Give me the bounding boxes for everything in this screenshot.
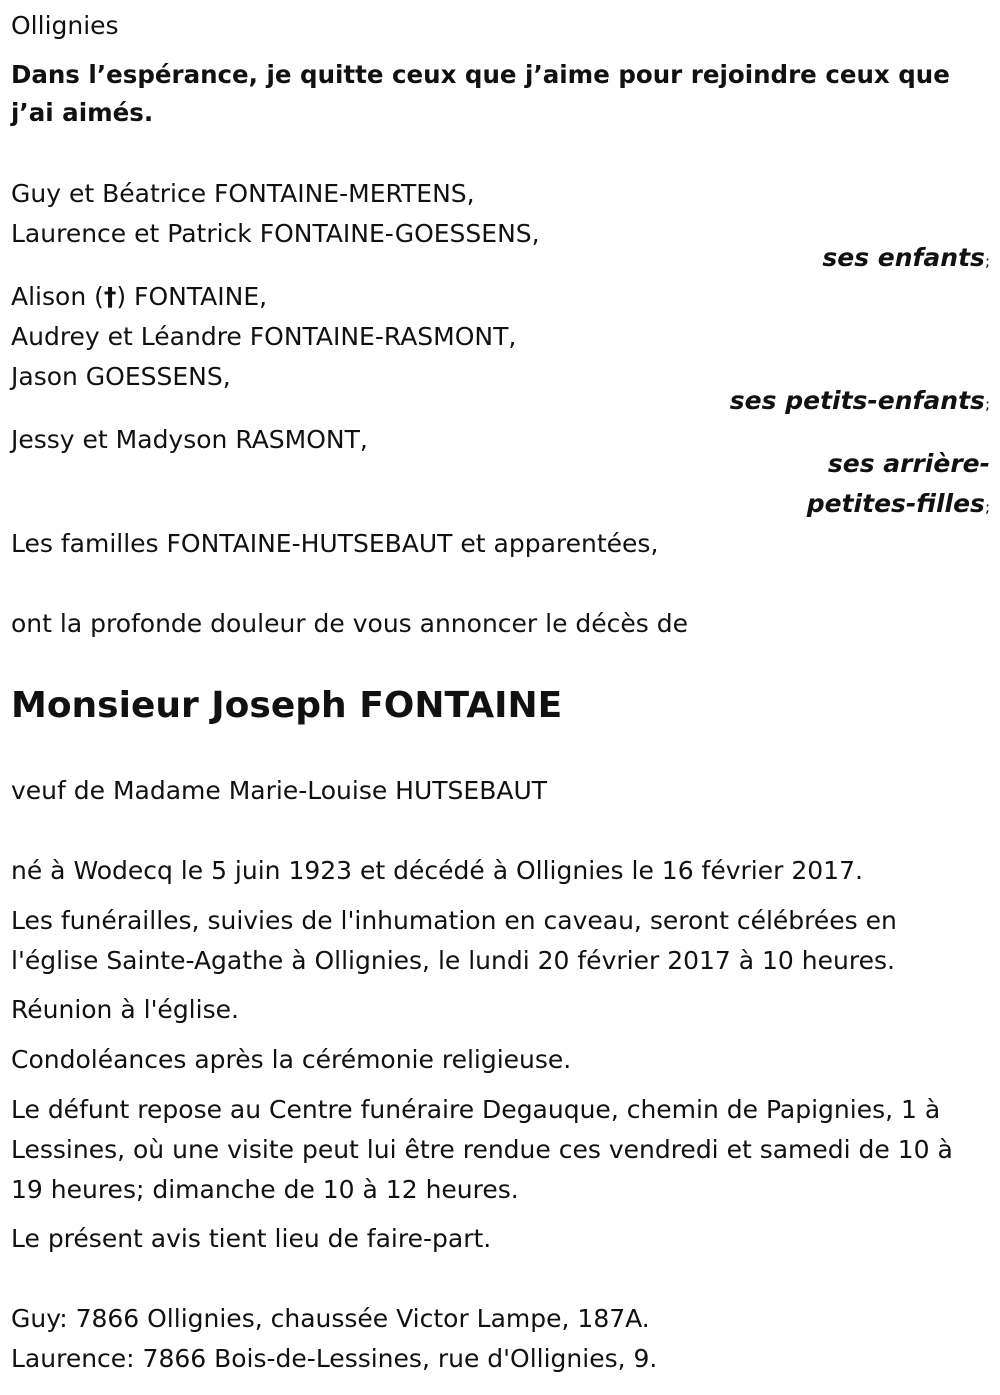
family-member-line: Guy et Béatrice FONTAINE-MERTENS, <box>11 179 475 208</box>
location-heading: Ollignies <box>11 11 119 40</box>
families-line: Les familles FONTAINE-HUTSEBAUT et apparentées, <box>11 529 659 558</box>
cross-symbol: † <box>103 282 117 311</box>
role-label: ses petits-enfants <box>729 386 985 415</box>
deceased-name: Monsieur Joseph FONTAINE <box>11 685 563 726</box>
address-line: Guy: 7866 Ollignies, chaussée Victor Lampe, 187A. <box>11 1304 650 1333</box>
funeral-details: Les funérailles, suivies de l'inhumation en caveau, seront célébrées en l'église Sainte-Agathe à Ollignies, le lundi 20 février 2017 à 10 heures. <box>11 906 897 975</box>
role-punctuation: ; <box>984 252 990 270</box>
role-label: ses enfants <box>822 243 985 272</box>
role-punctuation: ; <box>984 395 990 413</box>
visitation-details: Le défunt repose au Centre funéraire Degauque, chemin de Papignies, 1 à Lessines, où une visite peut lui être rendue ces vendredi et samedi de 10 à 19 heures; dimanche de 10 à 12 heures. <box>11 1095 953 1204</box>
condolences-details: Condoléances après la cérémonie religieuse. <box>11 1045 572 1074</box>
address-line: Laurence: 7866 Bois-de-Lessines, rue d'Ollignies, 9. <box>11 1344 658 1373</box>
member-name-part: Alison ( <box>11 282 104 311</box>
birth-death-line: né à Wodecq le 5 juin 1923 et décédé à Ollignies le 16 février 2017. <box>11 856 863 885</box>
role-punctuation: ; <box>984 498 990 516</box>
role-label: petites-filles <box>806 489 985 518</box>
meeting-details: Réunion à l'église. <box>11 995 239 1024</box>
family-member-line: Jessy et Madyson RASMONT, <box>11 425 368 454</box>
family-member-line: Laurence et Patrick FONTAINE-GOESSENS, <box>11 219 540 248</box>
family-member-line: Audrey et Léandre FONTAINE-RASMONT, <box>11 322 517 351</box>
role-children <box>822 238 990 281</box>
role-great-grandchildren-line1: ses arrière- <box>827 449 990 478</box>
widower-line: veuf de Madame Marie-Louise HUTSEBAUT <box>11 776 548 805</box>
role-grandchildren <box>730 381 990 424</box>
member-name-part: ) FONTAINE, <box>116 282 268 311</box>
notice-line: Le présent avis tient lieu de faire-part. <box>11 1224 492 1253</box>
family-member-line: Jason GOESSENS, <box>11 362 231 391</box>
role-great-grandchildren-line2 <box>807 484 990 527</box>
family-member-line <box>11 277 267 317</box>
announcement-line: ont la profonde douleur de vous annoncer le décès de <box>11 609 689 638</box>
motto: Dans l’espérance, je quitte ceux que j’aime pour rejoindre ceux que j’ai aimés. <box>11 60 950 127</box>
